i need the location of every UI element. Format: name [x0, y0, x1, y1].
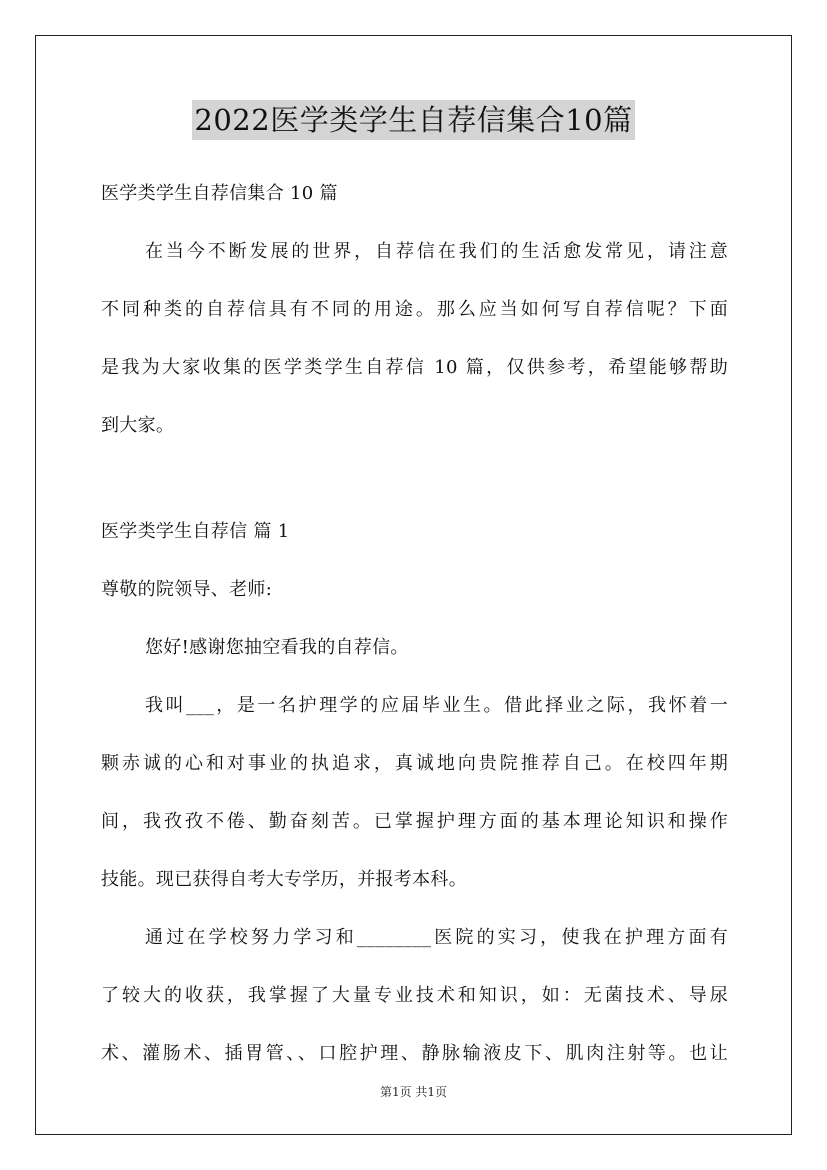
document-body: [101, 165, 728, 1083]
paragraph1-line: 间，我孜孜不倦、勤奋刻苦。已掌握护理方面的基本理论知识和操作: [101, 811, 728, 832]
paragraph1-line: 我叫___，是一名护理学的应届毕业生。借此择业之际，我怀着一: [145, 695, 728, 716]
page-footer: 第1页 共1页: [379, 1085, 448, 1099]
paragraph1-line: 颗赤诚的心和对事业的执追求，真诚地向贵院推荐自己。在校四年期: [101, 753, 728, 774]
paragraph1-line: 技能。现已获得自考大专学历，并报考本科。: [101, 869, 467, 890]
intro-line: 到大家。: [101, 415, 175, 436]
title-wrap: [0, 100, 827, 140]
section-heading: 医学类学生自荐信 篇 1: [101, 521, 290, 542]
section-gap: [101, 455, 728, 503]
intro-line: 不同种类的自荐信具有不同的用途。那么应当如何写自荐信呢？下面: [101, 299, 728, 320]
greeting: 您好!感谢您抽空看我的自荐信。: [145, 637, 409, 658]
paragraph2-line: 术、灌肠术、插胃管、、口腔护理、静脉输液皮下、肌肉注射等。也让: [101, 1043, 728, 1064]
paragraph2-line: 了较大的收获，我掌握了大量专业技术和知识，如：无菌技术、导尿: [101, 985, 728, 1006]
intro-line: 是我为大家收集的医学类学生自荐信 10 篇，仅供参考，希望能够帮助: [101, 357, 728, 378]
paragraph2-line: 通过在学校努力学习和________医院的实习，使我在护理方面有: [145, 927, 728, 948]
document-subtitle: 医学类学生自荐信集合 10 篇: [101, 183, 338, 204]
salutation: 尊敬的院领导、老师:: [101, 579, 273, 600]
intro-line: 在当今不断发展的世界，自荐信在我们的生活愈发常见，请注意: [145, 241, 728, 262]
document-title: 2022医学类学生自荐信集合10篇: [192, 100, 634, 140]
